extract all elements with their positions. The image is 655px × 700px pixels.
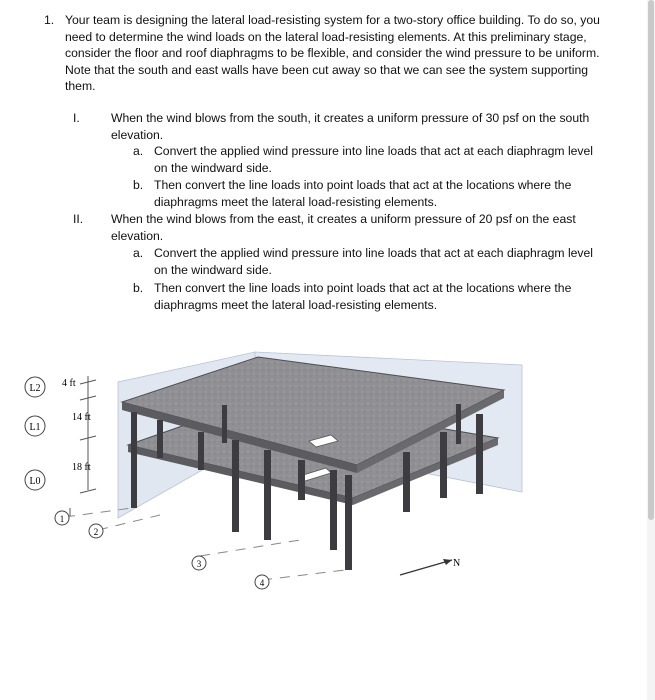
part-ii-b (133, 280, 593, 313)
problem-number: 1. (44, 13, 55, 27)
part-i (73, 110, 593, 143)
level-markers (25, 377, 45, 490)
part-i-a-text: Convert the applied wind pressure into line loads that act at each diaphragm level on the windward side. (154, 144, 594, 175)
column (330, 470, 337, 550)
north-label: N (453, 558, 461, 569)
column (198, 432, 204, 470)
column (456, 404, 461, 444)
part-i-text: When the wind blows from the south, it creates a uniform pressure of 30 psf on the south elevation. (111, 111, 590, 142)
level-label-l1: L1 (29, 422, 41, 433)
dimension-line (70, 376, 96, 516)
dimension-label-18ft: 18 ft (72, 462, 91, 473)
grid-lines (65, 508, 345, 580)
part-i-b-label: b. (133, 178, 144, 192)
dimension-label-4ft: 4 ft (62, 378, 76, 389)
part-ii-a-label: a. (133, 246, 144, 260)
grid-label-3: 3 (196, 559, 202, 569)
part-i-label: I. (73, 111, 80, 125)
grid-label-2: 2 (93, 527, 99, 537)
column (157, 420, 163, 458)
north-arrow-icon (400, 558, 460, 575)
part-ii-label: II. (73, 212, 84, 226)
level-label-l0: L0 (29, 476, 41, 487)
level-label-l2: L2 (29, 383, 41, 394)
part-ii-a (133, 245, 593, 278)
column (440, 432, 447, 498)
problem-statement (44, 12, 604, 95)
problem-intro: Your team is designing the lateral load-resisting system for a two-story office building. To do so, you need to determine the wind loads on the lateral load-resisting elements. At this preliminary stage, consider the floor and roof diaphragms to be flexible, and consider the wind pressure to be uniform. Note that the south and east walls have been cut away so that we can see the system supporting them. (65, 13, 600, 94)
column (298, 460, 305, 500)
part-i-b-text: Then convert the line loads into point loads that act at the locations where the diaphragms meet the lateral load-resisting elements. (154, 178, 572, 209)
column (131, 412, 137, 508)
building-isometric (0, 330, 655, 700)
part-ii-b-text: Then convert the line loads into point loads that act at the locations where the diaphragms meet the lateral load-resisting elements. (154, 281, 572, 312)
column (345, 475, 352, 570)
part-i-b (133, 177, 593, 210)
column (476, 414, 483, 494)
column (264, 450, 271, 540)
dimension-label-14ft: 14 ft (72, 412, 91, 423)
column (232, 440, 239, 532)
column (403, 452, 410, 512)
grid-label-4: 4 (259, 578, 265, 588)
part-ii-a-text: Convert the applied wind pressure into line loads that act at each diaphragm level on the windward side. (154, 246, 594, 277)
part-ii-text: When the wind blows from the east, it creates a uniform pressure of 20 psf on the east elevation. (111, 212, 576, 243)
part-i-a-label: a. (133, 144, 144, 158)
part-i-a (133, 143, 593, 176)
part-ii (73, 211, 593, 244)
grid-label-1: 1 (59, 514, 65, 524)
structural-figure (0, 330, 655, 700)
column (222, 405, 227, 443)
part-ii-b-label: b. (133, 281, 144, 295)
